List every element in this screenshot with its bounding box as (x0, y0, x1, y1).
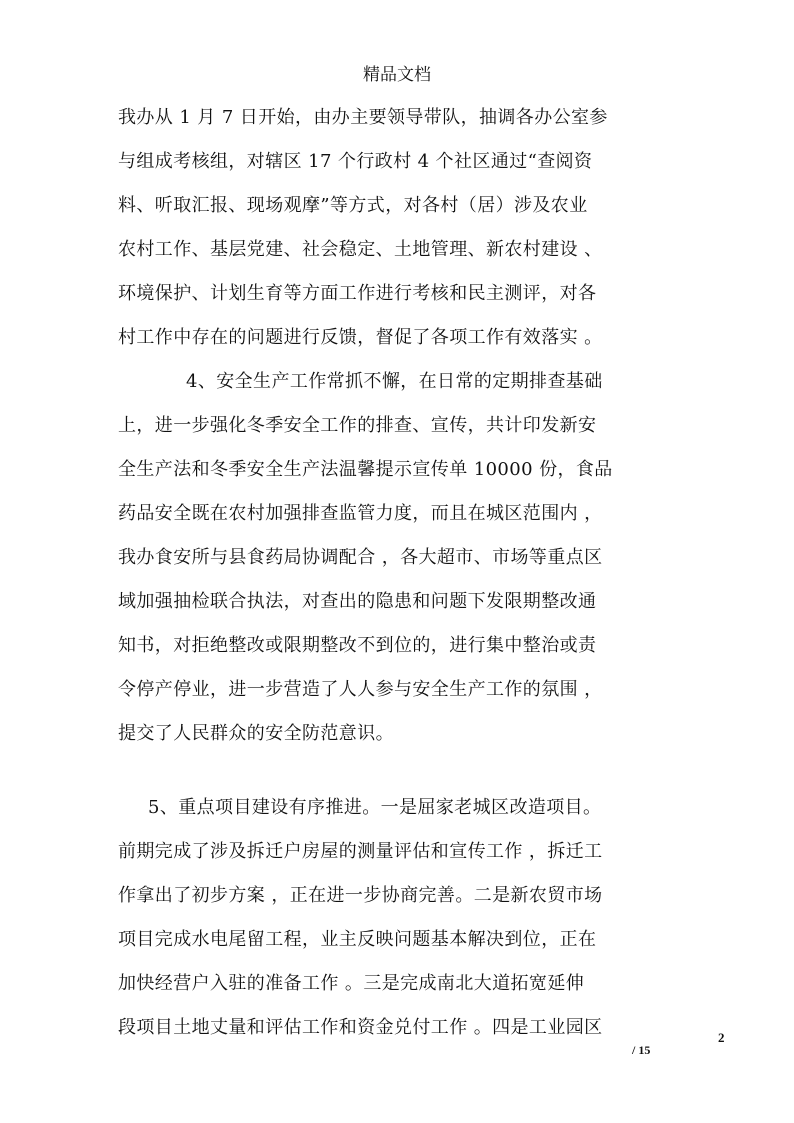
paragraph-line: 域加强抽检联合执法，对查出的隐患和问题下发限期整改通 (118, 591, 597, 612)
paragraph-line: 5、重点项目建设有序推进。一是屈家老城区改造项目。 (148, 797, 602, 818)
paragraph-line: 环境保护、计划生育等方面工作进行考核和民主测评，对各 (118, 283, 597, 304)
paragraph-line: 加快经营户入驻的准备工作 。三是完成南北大道拓宽延伸 (118, 973, 585, 994)
paragraph-line: 我办食安所与县食药局协调配合 ，各大超市、市场等重点区 (118, 547, 603, 568)
paragraph-line: 项目完成水电尾留工程，业主反映问题基本解决到位，正在 (118, 929, 597, 950)
document-header-title: 精品文档 (363, 65, 431, 85)
paragraph-line: 全生产法和冬季安全生产法温馨提示宣传单 10000 份，食品 (118, 459, 613, 480)
paragraph-line: 料、听取汇报、现场观摩”等方式，对各村（居）涉及农业 (118, 195, 588, 216)
paragraph-line: 农村工作、基层党建、社会稳定、土地管理、新农村建设 、 (118, 239, 603, 260)
paragraph-line: 段项目土地丈量和评估工作和资金兑付工作 。四是工业园区 (118, 1017, 603, 1038)
page-total: / 15 (632, 1043, 651, 1057)
paragraph-line: 与组成考核组，对辖区 17 个行政村 4 个社区通过“查阅资 (118, 151, 593, 172)
paragraph-line: 村工作中存在的问题进行反馈，督促了各项工作有效落实 。 (118, 327, 603, 348)
paragraph-line: 药品安全既在农村加强排查监管力度，而且在城区范围内 ， (118, 503, 603, 524)
paragraph-line: 4、安全生产工作常抓不懈，在日常的定期排查基础 (186, 371, 603, 392)
paragraph-line: 提交了人民群众的安全防范意识。 (118, 723, 394, 744)
paragraph-line: 上，进一步强化冬季安全工作的排查、宣传，共计印发新安 (118, 415, 597, 436)
paragraph-line: 前期完成了涉及拆迁户房屋的测量评估和宣传工作 ，拆迁工 (118, 841, 603, 862)
page-number: 2 (718, 1030, 725, 1045)
paragraph-line: 令停产停业，进一步营造了人人参与安全生产工作的氛围 ， (118, 679, 603, 700)
paragraph-line: 作拿出了初步方案 ，正在进一步协商完善。二是新农贸市场 (118, 885, 603, 906)
paragraph-line: 我办从 1 月 7 日开始，由办主要领导带队，抽调各办公室参 (118, 107, 608, 128)
paragraph-line: 知书，对拒绝整改或限期整改不到位的，进行集中整治或责 (118, 635, 597, 656)
